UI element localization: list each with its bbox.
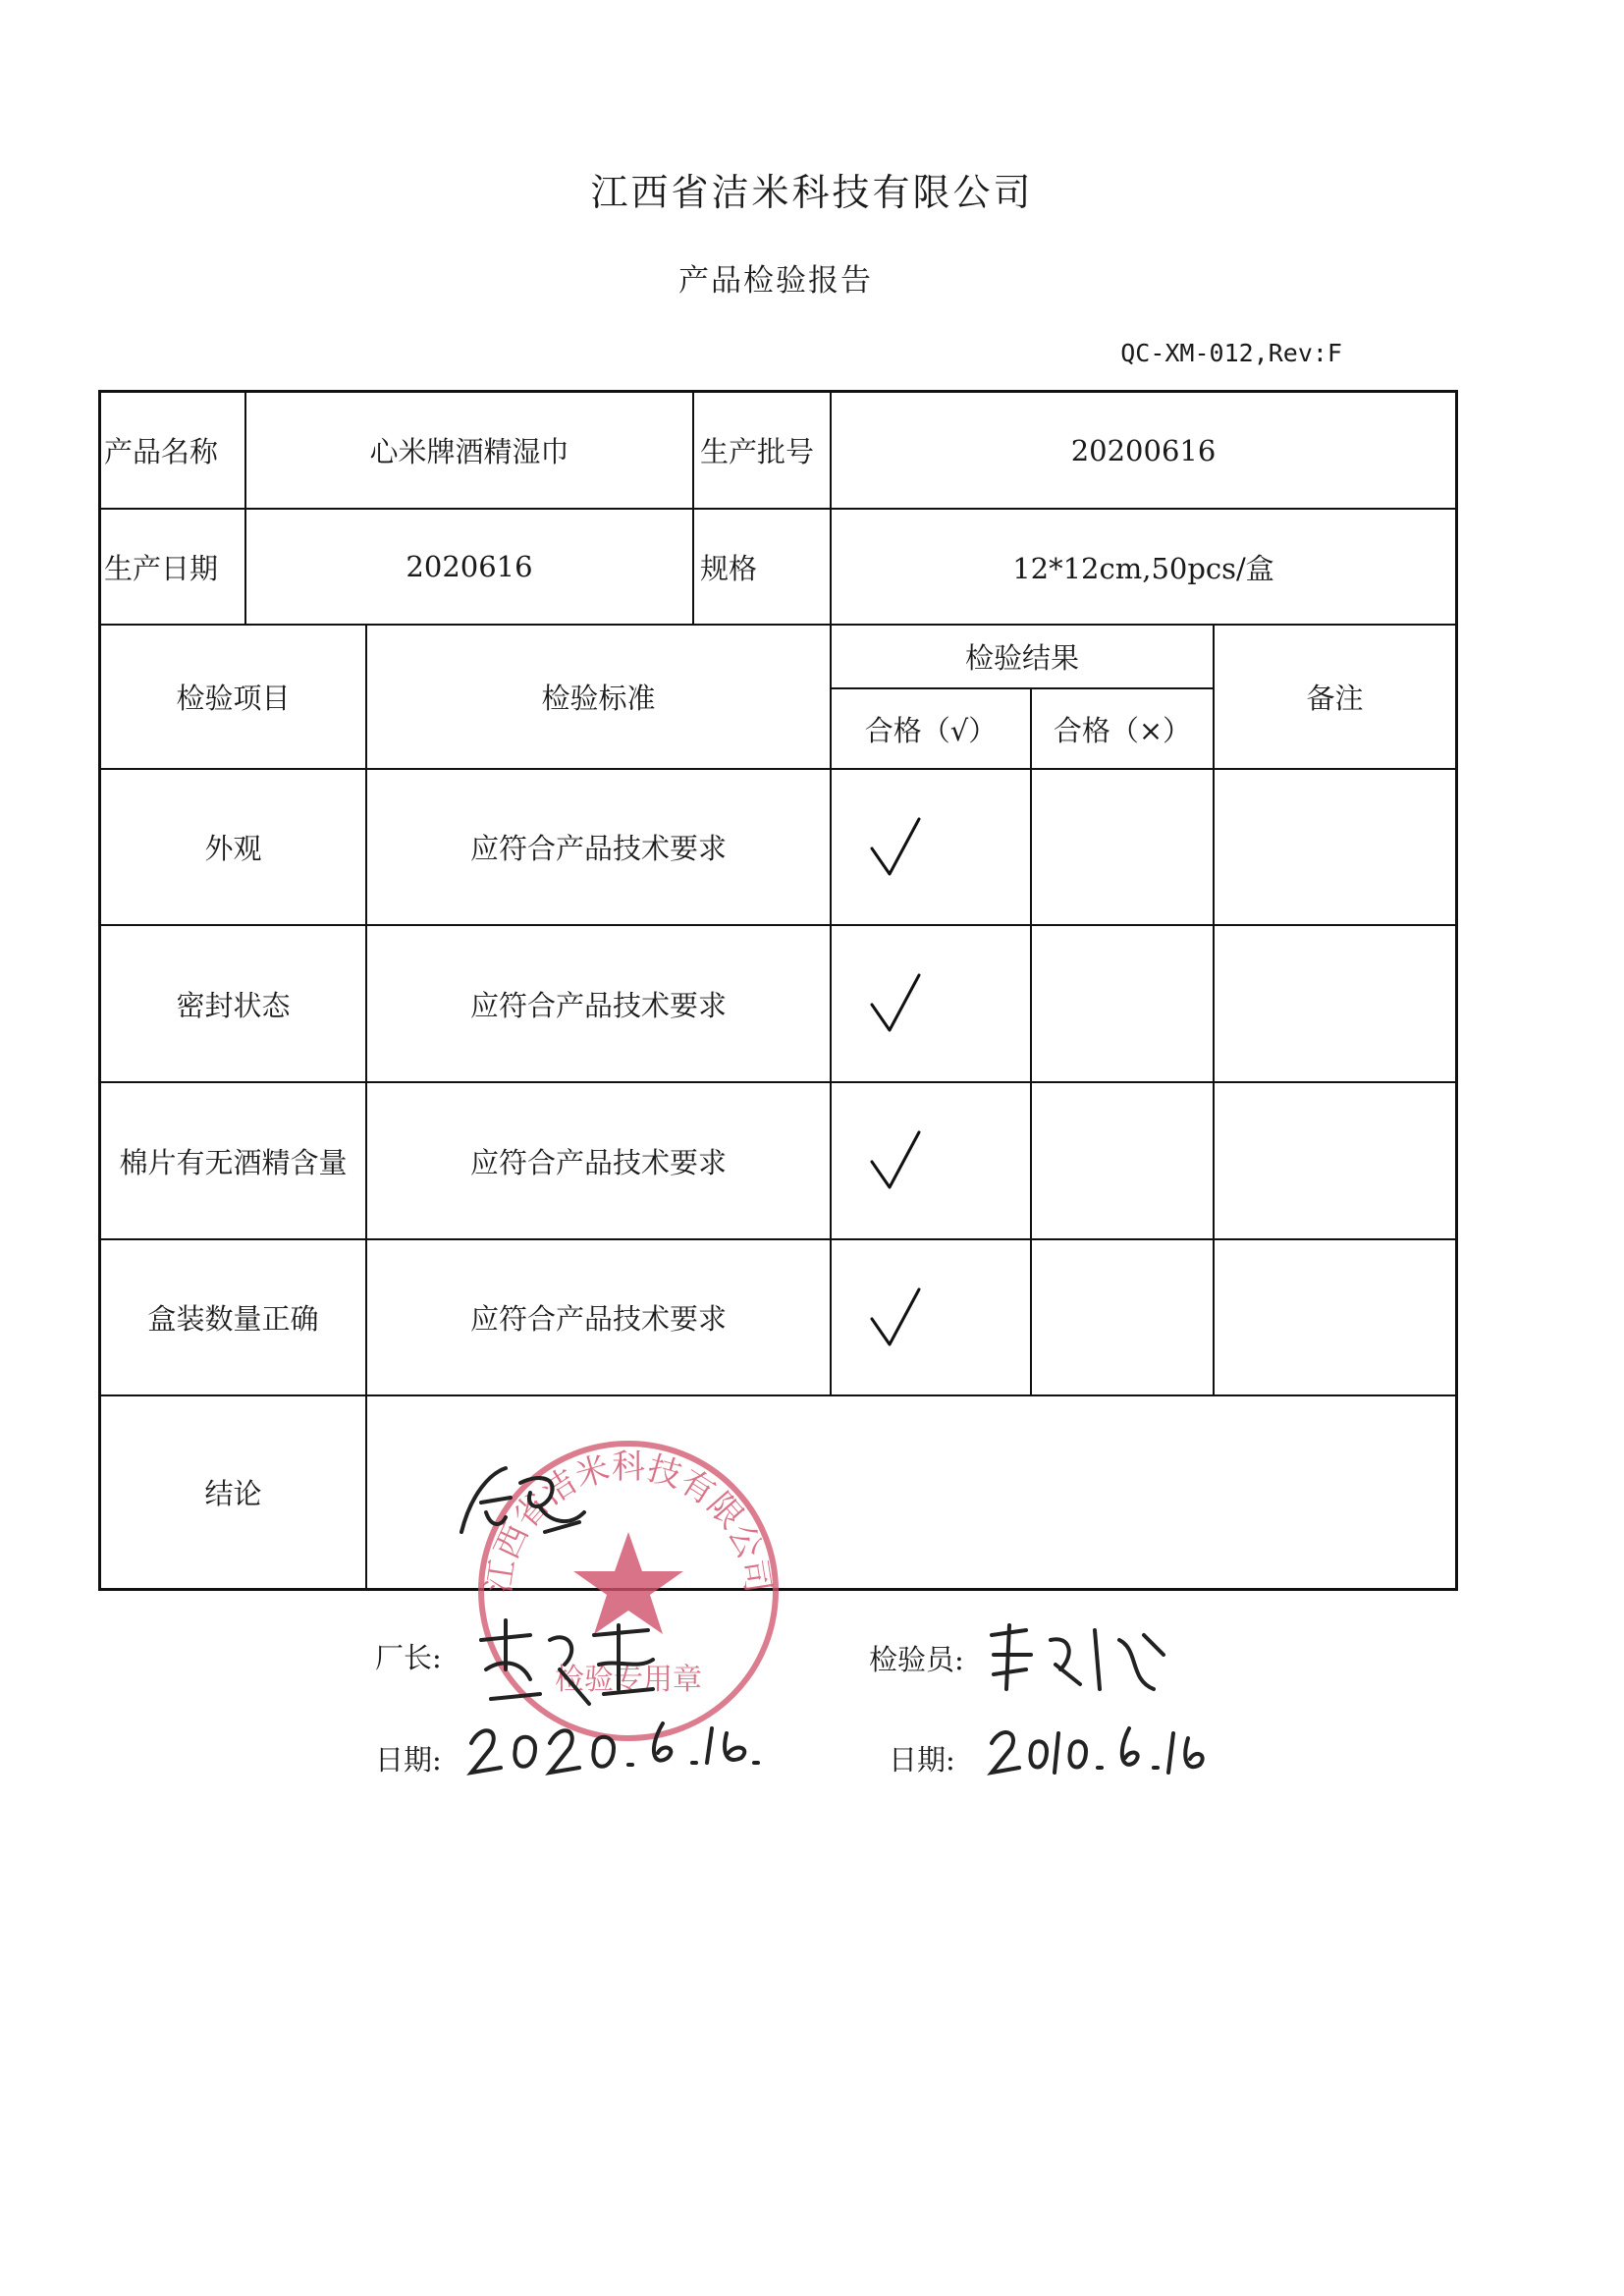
handwritten-conclusion	[452, 1453, 599, 1561]
svg-text:检验专用章: 检验专用章	[555, 1663, 702, 1697]
document-number: QC-XM-012,Rev:F	[1120, 339, 1342, 367]
header-fail: 合格（×）	[1053, 713, 1192, 747]
inspector-date-label: 日期:	[889, 1743, 955, 1777]
product-name-value: 心米牌酒精湿巾	[369, 435, 569, 468]
row-standard: 应符合产品技术要求	[469, 1302, 727, 1336]
batch-value: 20200616	[1070, 433, 1217, 467]
production-date-value: 2020616	[406, 550, 533, 583]
check-mark-icon	[832, 926, 959, 1081]
spec-value: 12*12cm,50pcs/盒	[1012, 551, 1274, 585]
company-name: 江西省洁米科技有限公司	[590, 171, 1034, 214]
row-item: 棉片有无酒精含量	[119, 1145, 348, 1179]
manager-date-label: 日期:	[375, 1743, 442, 1777]
header-standard: 检验标准	[541, 682, 656, 715]
check-mark-icon	[832, 1240, 959, 1394]
row-item: 外观	[204, 832, 262, 865]
manager-signature	[471, 1611, 668, 1719]
row-standard: 应符合产品技术要求	[469, 832, 727, 865]
row-standard: 应符合产品技术要求	[469, 988, 727, 1022]
conclusion-label: 结论	[204, 1477, 262, 1510]
manager-label: 厂长:	[375, 1641, 442, 1674]
inspector-label: 检验员:	[869, 1643, 964, 1676]
check-mark-icon	[832, 1083, 959, 1238]
batch-label: 生产批号	[700, 435, 815, 468]
header-pass: 合格（√）	[864, 713, 998, 747]
svg-text:江西省洁米科技有限公司: 江西省洁米科技有限公司	[479, 1448, 778, 1596]
product-name-label: 产品名称	[104, 435, 219, 468]
header-remark: 备注	[1306, 682, 1364, 715]
row-item: 盒装数量正确	[147, 1302, 319, 1336]
inspector-signature	[982, 1611, 1178, 1709]
check-mark-icon	[832, 770, 959, 924]
report-title: 产品检验报告	[678, 263, 873, 299]
manager-date-handwritten	[461, 1704, 766, 1792]
production-date-label: 生产日期	[104, 551, 219, 585]
spec-label: 规格	[700, 551, 758, 585]
row-item: 密封状态	[176, 988, 291, 1022]
header-result: 检验结果	[964, 641, 1079, 675]
inspector-date-handwritten	[982, 1714, 1208, 1792]
header-item: 检验项目	[176, 682, 291, 715]
row-standard: 应符合产品技术要求	[469, 1145, 727, 1179]
